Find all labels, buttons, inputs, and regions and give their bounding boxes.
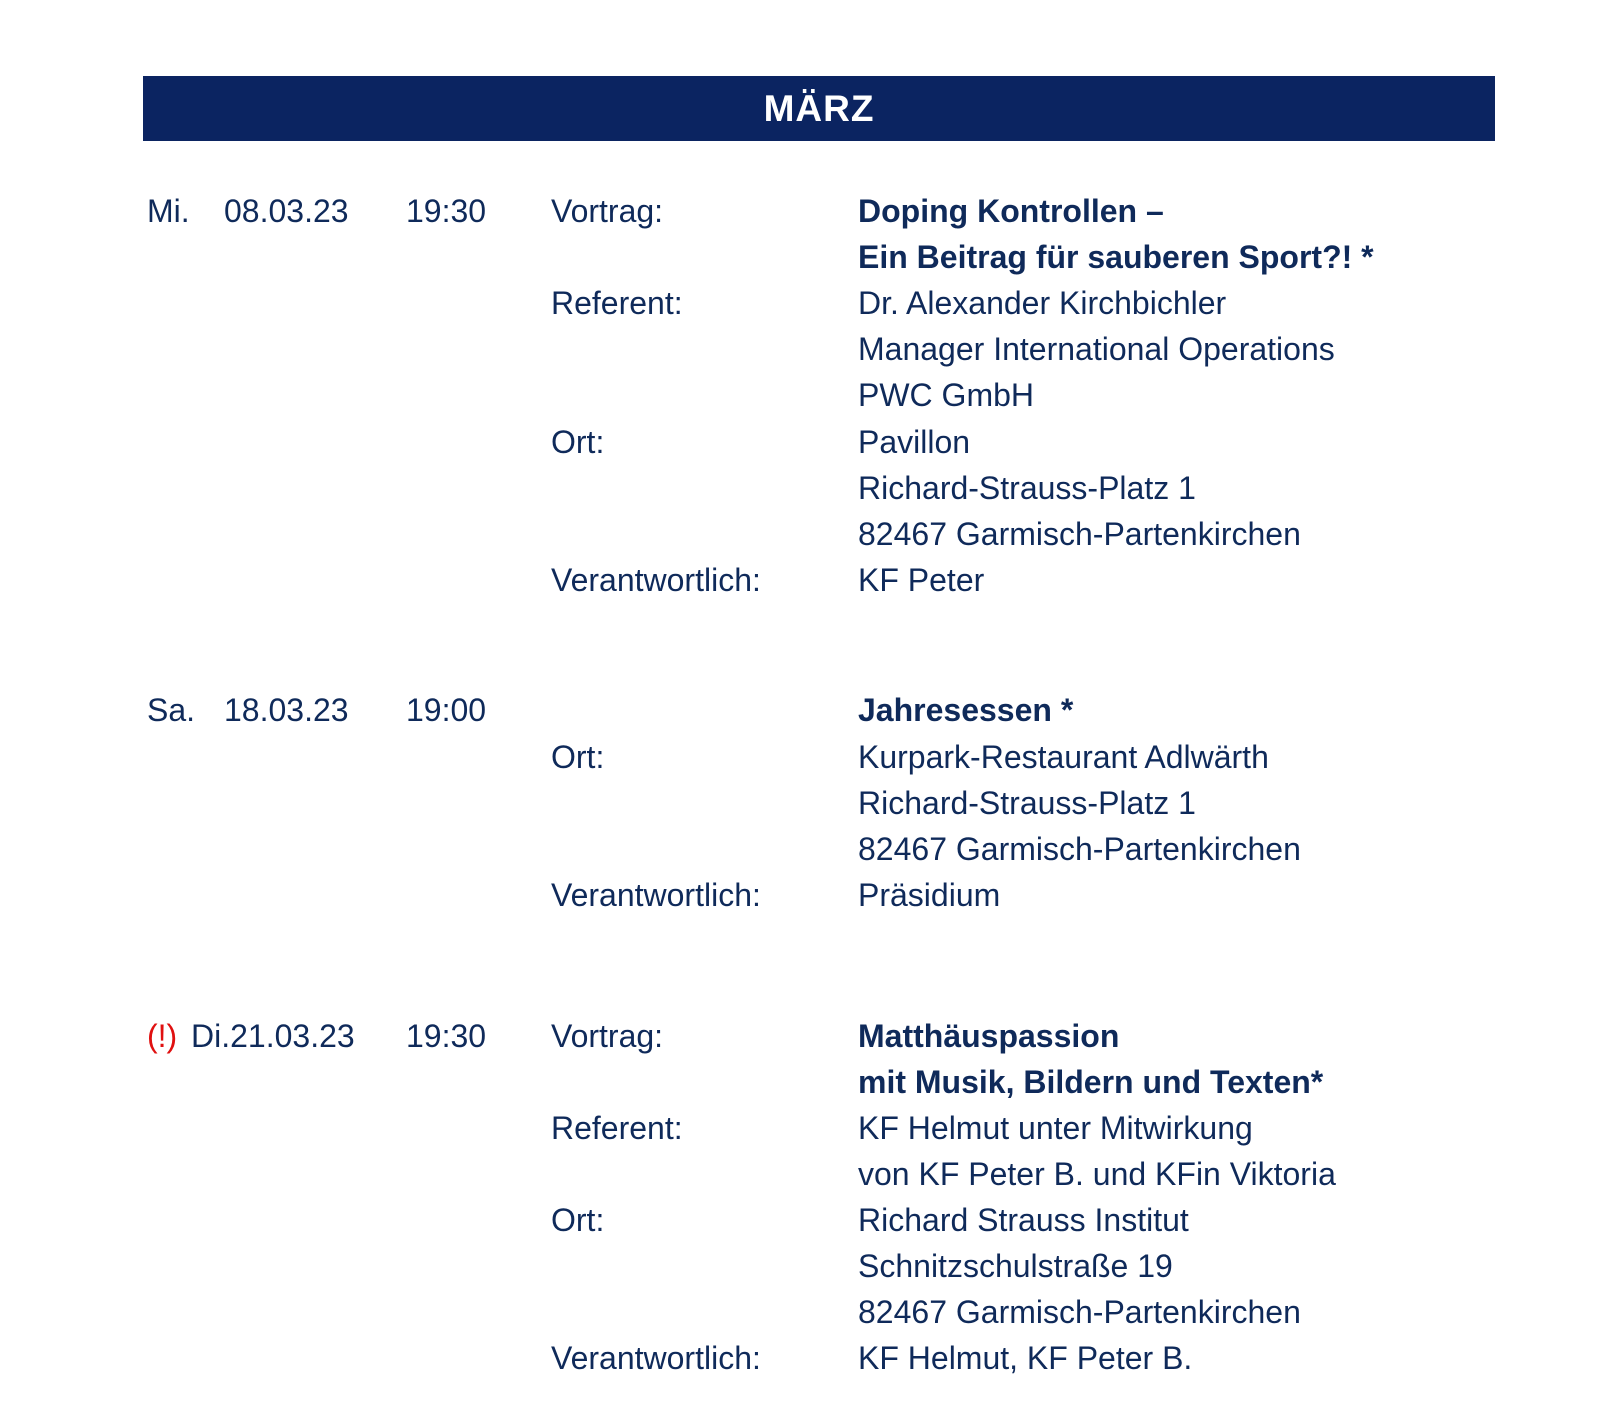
ort-line: 82467 Garmisch-Partenkirchen xyxy=(858,516,1301,552)
event-time: 19:30 xyxy=(406,1018,487,1054)
ort-line: Kurpark-Restaurant Adlwärth xyxy=(858,739,1269,775)
referent-line: KF Helmut unter Mitwirkung xyxy=(858,1110,1253,1146)
label-ort: Ort: xyxy=(551,424,605,460)
event-time: 19:00 xyxy=(406,692,487,728)
month-header: MÄRZ xyxy=(143,76,1495,141)
event-date: Di.21.03.23 xyxy=(191,1018,355,1054)
ort-line: Richard-Strauss-Platz 1 xyxy=(858,785,1196,821)
ort-line: 82467 Garmisch-Partenkirchen xyxy=(858,831,1301,867)
event-weekday: Mi. xyxy=(147,193,190,229)
event-title-line: mit Musik, Bildern und Texten* xyxy=(858,1064,1324,1100)
event-title-line: Doping Kontrollen – xyxy=(858,193,1164,229)
label-ort: Ort: xyxy=(551,739,605,775)
event-date: 08.03.23 xyxy=(224,193,349,229)
label-verantwortlich: Verantwortlich: xyxy=(551,877,761,913)
label-verantwortlich: Verantwortlich: xyxy=(551,1340,761,1376)
verantwortlich-value: KF Peter xyxy=(858,562,985,598)
referent-line: Manager International Operations xyxy=(858,331,1335,367)
event-weekday: Sa. xyxy=(147,692,196,728)
verantwortlich-value: Präsidium xyxy=(858,877,1001,913)
label-vortrag: Vortrag: xyxy=(551,1018,664,1054)
referent-line: PWC GmbH xyxy=(858,377,1034,413)
ort-line: Richard-Strauss-Platz 1 xyxy=(858,470,1196,506)
verantwortlich-value: KF Helmut, KF Peter B. xyxy=(858,1340,1193,1376)
ort-line: Richard Strauss Institut xyxy=(858,1202,1189,1238)
ort-line: Pavillon xyxy=(858,424,971,460)
referent-line: Dr. Alexander Kirchbichler xyxy=(858,285,1227,321)
label-ort: Ort: xyxy=(551,1202,605,1238)
event-title-line: Matthäuspassion xyxy=(858,1018,1120,1054)
event-title-line: Jahresessen * xyxy=(858,692,1074,728)
event-title-line: Ein Beitrag für sauberen Sport?! * xyxy=(858,239,1374,275)
ort-line: Schnitzschulstraße 19 xyxy=(858,1248,1173,1284)
event-time: 19:30 xyxy=(406,193,487,229)
ort-line: 82467 Garmisch-Partenkirchen xyxy=(858,1294,1301,1330)
event-date: 18.03.23 xyxy=(224,692,349,728)
label-verantwortlich: Verantwortlich: xyxy=(551,562,761,598)
label-vortrag: Vortrag: xyxy=(551,193,664,229)
label-referent: Referent: xyxy=(551,285,683,321)
referent-line: von KF Peter B. und KFin Viktoria xyxy=(858,1156,1336,1192)
label-referent: Referent: xyxy=(551,1110,683,1146)
warning-marker: (!) xyxy=(147,1018,178,1054)
